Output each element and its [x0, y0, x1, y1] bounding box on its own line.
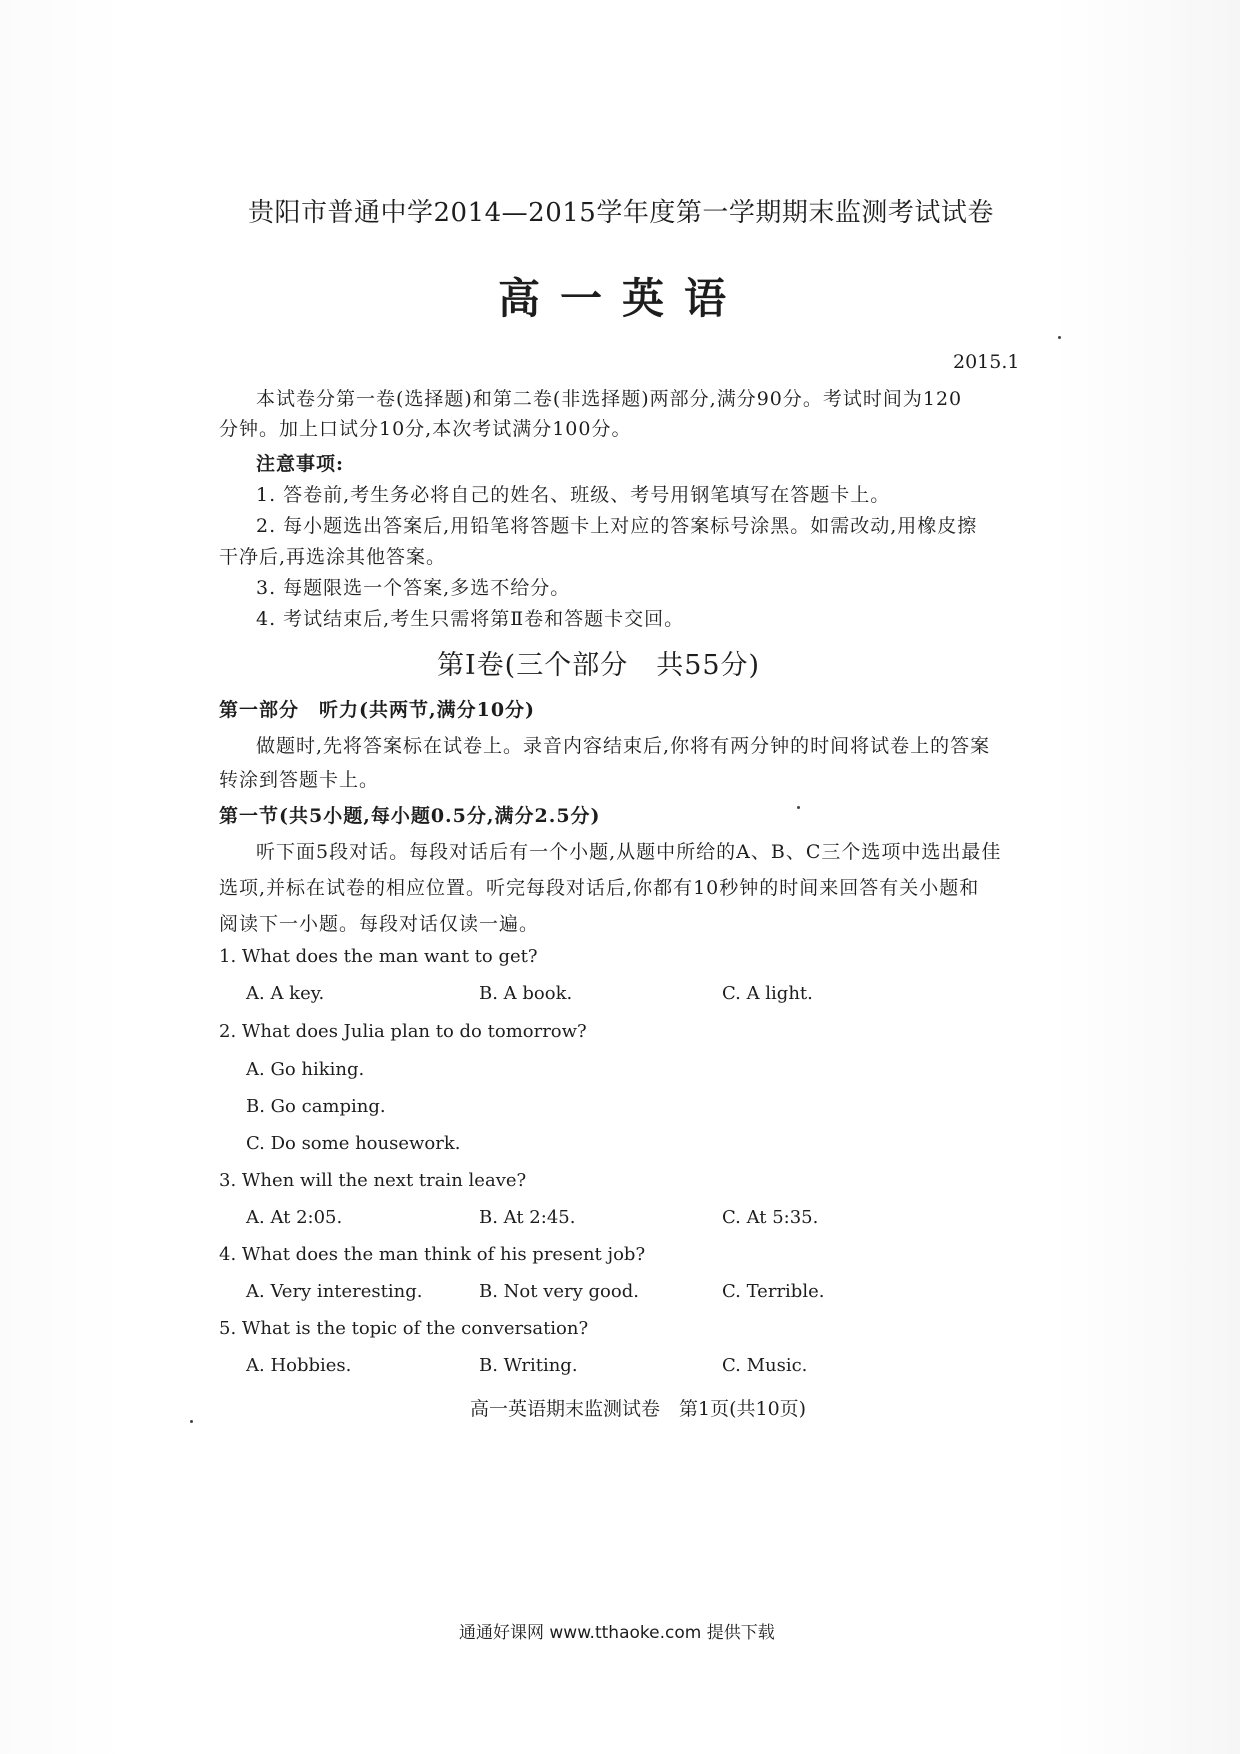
option-a: A. A key. [246, 983, 325, 1004]
option-b: B. At 2:45. [479, 1207, 576, 1228]
option-c: C. A light. [722, 983, 813, 1004]
question-stem: 5. What is the topic of the conversation? [219, 1318, 589, 1339]
section1-instruction: 阅读下一小题。每段对话仅读一遍。 [219, 913, 540, 935]
part1-instruction: 转涂到答题卡上。 [219, 769, 380, 791]
option-a: A. Very interesting. [246, 1281, 423, 1302]
volume-title: 第Ⅰ卷(三个部分 共55分) [437, 650, 761, 681]
section1-instruction: 选项,并标在试卷的相应位置。听完每段对话后,你都有10秒钟的时间来回答有关小题和 [219, 877, 980, 899]
option-c: C. Music. [722, 1355, 808, 1376]
note-item: 干净后,再选涂其他答案。 [219, 546, 447, 568]
option-b: B. Go camping. [246, 1096, 386, 1117]
section1-instruction: 听下面5段对话。每段对话后有一个小题,从题中所给的A、B、C三个选项中选出最佳 [256, 841, 1002, 863]
subject-title: 高一英语 [498, 274, 747, 323]
question-stem: 3. When will the next train leave? [219, 1170, 527, 1191]
option-b: B. Not very good. [479, 1281, 639, 1302]
option-c: C. Terrible. [722, 1281, 825, 1302]
intro-line-1: 本试卷分第一卷(选择题)和第二卷(非选择题)两部分,满分90分。考试时间为120 [256, 388, 963, 410]
exam-title: 贵阳市普通中学2014—2015学年度第一学期期末监测考试试卷 [248, 198, 994, 228]
note-item: 2. 每小题选出答案后,用铅笔将答题卡上对应的答案标号涂黑。如需改动,用橡皮擦 [256, 515, 978, 537]
option-b: B. A book. [479, 983, 573, 1004]
notes-title: 注意事项: [256, 453, 345, 475]
page-footer: 高一英语期末监测试卷 第1页(共10页) [470, 1398, 807, 1420]
question-stem: 1. What does the man want to get? [219, 946, 538, 967]
option-c: C. At 5:35. [722, 1207, 819, 1228]
question-stem: 4. What does the man think of his present job? [219, 1244, 646, 1265]
scan-speck [797, 806, 800, 809]
scan-speck [190, 1420, 193, 1423]
option-c: C. Do some housework. [246, 1133, 461, 1154]
option-a: A. Go hiking. [246, 1059, 365, 1080]
option-a: A. At 2:05. [246, 1207, 343, 1228]
section1-title: 第一节(共5小题,每小题0.5分,满分2.5分) [219, 805, 601, 827]
scan-speck [1058, 336, 1061, 339]
intro-line-2: 分钟。加上口试分10分,本次考试满分100分。 [219, 418, 632, 440]
note-item: 4. 考试结束后,考生只需将第Ⅱ卷和答题卡交回。 [256, 608, 685, 630]
download-note: 通通好课网 www.tthaoke.com 提供下载 [459, 1623, 775, 1643]
note-item: 1. 答卷前,考生务必将自己的姓名、班级、考号用钢笔填写在答题卡上。 [256, 484, 891, 506]
exam-date: 2015.1 [953, 351, 1020, 373]
option-b: B. Writing. [479, 1355, 578, 1376]
part1-instruction: 做题时,先将答案标在试卷上。录音内容结束后,你将有两分钟的时间将试卷上的答案 [256, 735, 991, 757]
note-item: 3. 每题限选一个答案,多选不给分。 [256, 577, 571, 599]
question-stem: 2. What does Julia plan to do tomorrow? [219, 1021, 587, 1042]
part1-title: 第一部分 听力(共两节,满分10分) [219, 699, 536, 721]
option-a: A. Hobbies. [246, 1355, 352, 1376]
